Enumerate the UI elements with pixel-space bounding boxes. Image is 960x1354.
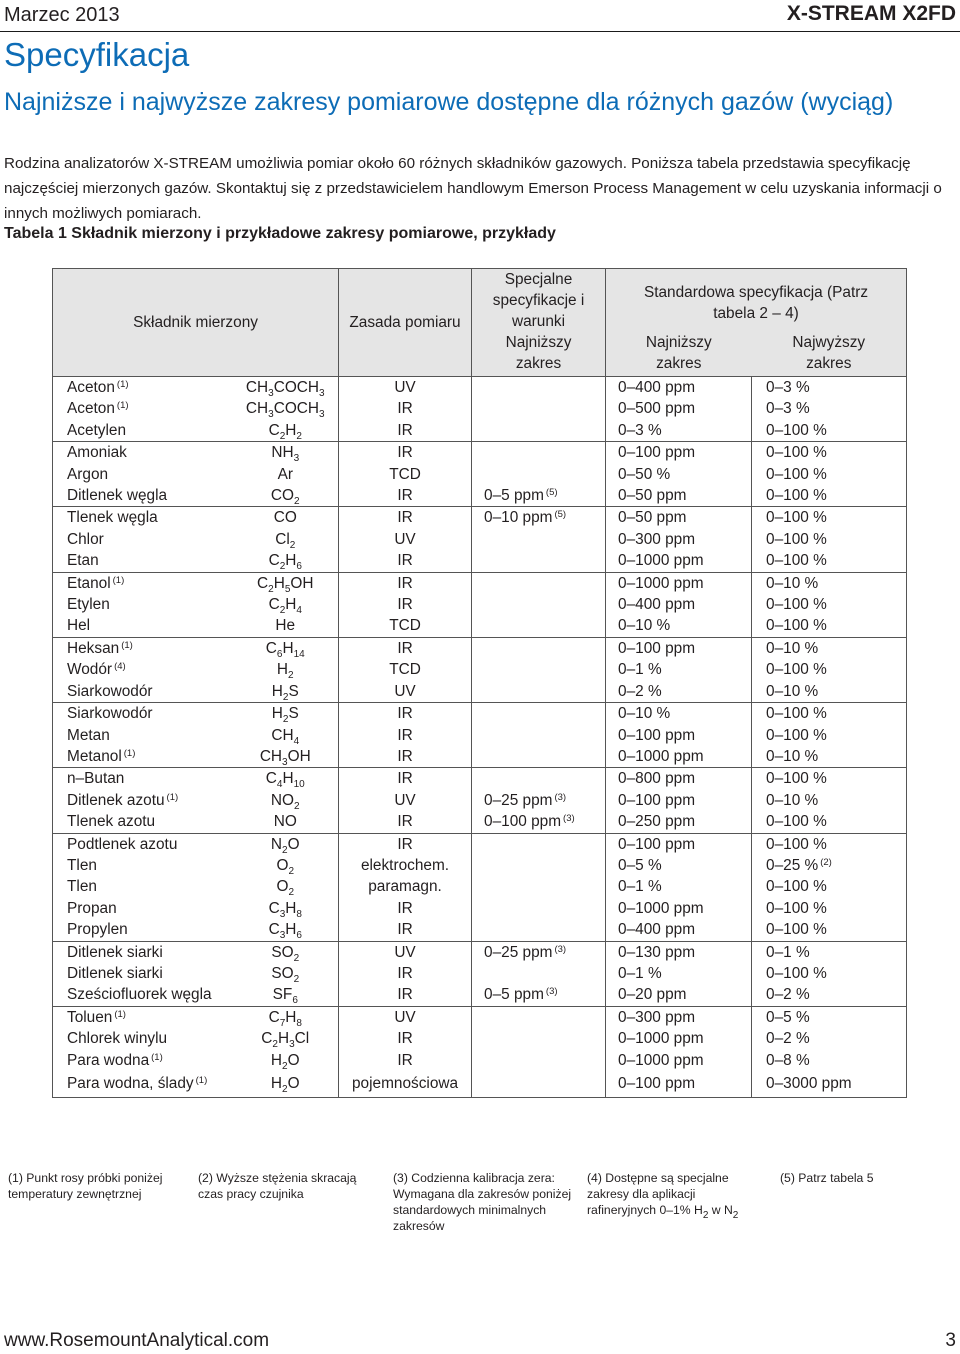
table-row bbox=[53, 529, 907, 550]
spec-table-body bbox=[53, 377, 907, 1098]
measuring-principle: IR bbox=[339, 550, 472, 572]
standard-highest-range: 0–2 % bbox=[752, 1028, 907, 1049]
standard-highest-range: 0–2 % bbox=[752, 984, 907, 1006]
component-name: Etylen bbox=[53, 594, 233, 615]
component-name: Tlen bbox=[53, 855, 233, 876]
table-row bbox=[53, 377, 907, 399]
standard-lowest-range: 0–300 ppm bbox=[606, 1006, 752, 1028]
table-row bbox=[53, 615, 907, 637]
special-lowest-range: 0–25 ppm $^{(3)}$ bbox=[472, 790, 606, 811]
table-row bbox=[53, 1050, 907, 1071]
chemical-formula: He bbox=[233, 615, 339, 637]
chemical-formula: $H_2$ bbox=[233, 659, 339, 680]
chemical-formula: $N_2O$ bbox=[233, 833, 339, 855]
component-name: Ditlenek siarki bbox=[53, 963, 233, 984]
component-name: Argon bbox=[53, 464, 233, 485]
special-lowest-range bbox=[472, 420, 606, 442]
measuring-principle: TCD bbox=[339, 464, 472, 485]
measuring-principle: UV bbox=[339, 790, 472, 811]
chemical-formula: $C_2H_4$ bbox=[233, 594, 339, 615]
special-lowest-range: 0–5 ppm $^{(3)}$ bbox=[472, 984, 606, 1006]
special-lowest-range bbox=[472, 963, 606, 984]
header-date: Marzec 2013 bbox=[4, 4, 120, 26]
component-name: Ditlenek siarki bbox=[53, 941, 233, 963]
standard-lowest-range: 0–5 % bbox=[606, 855, 752, 876]
special-lowest-range bbox=[472, 919, 606, 941]
standard-highest-range: 0–100 % bbox=[752, 876, 907, 897]
standard-highest-range: 0–100 % bbox=[752, 963, 907, 984]
standard-highest-range: 0–100 % bbox=[752, 919, 907, 941]
footnote-4 bbox=[587, 1170, 767, 1221]
table-row bbox=[53, 855, 907, 876]
special-lowest-range bbox=[472, 725, 606, 746]
table-row bbox=[53, 790, 907, 811]
chemical-formula: $C_6H_{14}$ bbox=[233, 637, 339, 659]
chemical-formula: Ar bbox=[233, 464, 339, 485]
component-name: Wodór $^{(4)}$ bbox=[53, 659, 233, 680]
component-name: Aceton $^{(1)}$ bbox=[53, 398, 233, 419]
component-name: Propylen bbox=[53, 919, 233, 941]
chemical-formula: $H_2O$ bbox=[233, 1050, 339, 1071]
table-row bbox=[53, 420, 907, 442]
standard-lowest-range: 0–10 % bbox=[606, 703, 752, 725]
special-lowest-range: 0–10 ppm $^{(5)}$ bbox=[472, 507, 606, 529]
measuring-principle: IR bbox=[339, 811, 472, 833]
special-lowest-range bbox=[472, 681, 606, 703]
measuring-principle: IR bbox=[339, 703, 472, 725]
chemical-formula: $CH_3OH$ bbox=[233, 746, 339, 768]
header-std-high: Najwyższy zakres bbox=[752, 332, 907, 377]
special-lowest-range bbox=[472, 768, 606, 790]
component-name: Siarkowodór bbox=[53, 703, 233, 725]
standard-lowest-range: 0–400 ppm bbox=[606, 919, 752, 941]
measuring-principle: IR bbox=[339, 746, 472, 768]
standard-lowest-range: 0–10 % bbox=[606, 615, 752, 637]
standard-lowest-range: 0–1000 ppm bbox=[606, 898, 752, 919]
standard-lowest-range: 0–20 ppm bbox=[606, 984, 752, 1006]
standard-lowest-range: 0–1000 ppm bbox=[606, 1028, 752, 1049]
chemical-formula: $CH_3COCH_3$ bbox=[233, 377, 339, 399]
component-name: Ditlenek węgla bbox=[53, 485, 233, 507]
measuring-principle: IR bbox=[339, 398, 472, 419]
component-name: Etan bbox=[53, 550, 233, 572]
table-row bbox=[53, 876, 907, 897]
standard-highest-range: 0–100 % bbox=[752, 725, 907, 746]
measuring-principle: IR bbox=[339, 442, 472, 464]
special-lowest-range bbox=[472, 1028, 606, 1049]
component-name: n–Butan bbox=[53, 768, 233, 790]
special-lowest-range bbox=[472, 659, 606, 680]
chemical-formula: $NO_2$ bbox=[233, 790, 339, 811]
component-name: Chlor bbox=[53, 529, 233, 550]
special-lowest-range: 0–5 ppm $^{(5)}$ bbox=[472, 485, 606, 507]
header-divider bbox=[0, 31, 960, 32]
standard-highest-range: 0–10 % bbox=[752, 790, 907, 811]
table-row bbox=[53, 681, 907, 703]
measuring-principle: UV bbox=[339, 529, 472, 550]
component-name: Tlenek węgla bbox=[53, 507, 233, 529]
component-name: Para wodna $^{(1)}$ bbox=[53, 1050, 233, 1071]
standard-highest-range: 0–100 % bbox=[752, 594, 907, 615]
footnote-2-text: Wyższe stężenia skracają czas pracy czujnika bbox=[198, 1171, 357, 1201]
measuring-principle: IR bbox=[339, 485, 472, 507]
measuring-principle: elektrochem. bbox=[339, 855, 472, 876]
table-caption: Tabela 1 Składnik mierzony i przykładowe zakresy pomiarowe, przykłady bbox=[4, 225, 556, 242]
special-lowest-range bbox=[472, 703, 606, 725]
measuring-principle: IR bbox=[339, 1050, 472, 1071]
page-title: Specyfikacja bbox=[4, 36, 190, 73]
footnote-5-id: (5) bbox=[780, 1171, 795, 1185]
standard-highest-range: 0–1 % bbox=[752, 941, 907, 963]
measuring-principle: UV bbox=[339, 377, 472, 399]
standard-highest-range: 0–3000 ppm bbox=[752, 1071, 907, 1098]
chemical-formula: $CO_2$ bbox=[233, 485, 339, 507]
component-name: Amoniak bbox=[53, 442, 233, 464]
measuring-principle: IR bbox=[339, 1028, 472, 1049]
component-name: Siarkowodór bbox=[53, 681, 233, 703]
chemical-formula: $C_3H_6$ bbox=[233, 919, 339, 941]
special-lowest-range bbox=[472, 594, 606, 615]
standard-highest-range: 0–100 % bbox=[752, 550, 907, 572]
measuring-principle: IR bbox=[339, 919, 472, 941]
chemical-formula: NO bbox=[233, 811, 339, 833]
page-subtitle: Najniższe i najwyższe zakresy pomiarowe dostępne dla różnych gazów (wyciąg) bbox=[4, 88, 894, 116]
header-special-low: Najniższy zakres bbox=[472, 332, 606, 377]
footer-url[interactable]: www.RosemountAnalytical.com bbox=[4, 1330, 270, 1351]
intro-paragraph: Rodzina analizatorów X-STREAM umożliwia pomiar około 60 różnych składników gazowych. Poniższa tabela przedstawia specyfikację najczęściej mierzonych gazów. Skontaktuj się z przedstawicielem handlowym Emerson Process Management w celu uzyskania informacji o innych możliwych pomiarach. bbox=[4, 155, 942, 222]
measuring-principle: IR bbox=[339, 594, 472, 615]
standard-highest-range: 0–10 % bbox=[752, 637, 907, 659]
header-standard: Standardowa specyfikacja (Patrz tabela 2 – 4) bbox=[606, 269, 907, 333]
chemical-formula: $C_2H_5OH$ bbox=[233, 572, 339, 594]
standard-highest-range: 0–100 % bbox=[752, 768, 907, 790]
table-row bbox=[53, 746, 907, 768]
special-lowest-range bbox=[472, 833, 606, 855]
table-row bbox=[53, 442, 907, 464]
component-name: Tlen bbox=[53, 876, 233, 897]
standard-lowest-range: 0–1000 ppm bbox=[606, 746, 752, 768]
standard-lowest-range: 0–100 ppm bbox=[606, 790, 752, 811]
standard-highest-range: 0–3 % bbox=[752, 377, 907, 399]
chemical-formula: $C_7H_8$ bbox=[233, 1006, 339, 1028]
chemical-formula: $SO_2$ bbox=[233, 941, 339, 963]
standard-lowest-range: 0–1000 ppm bbox=[606, 572, 752, 594]
standard-lowest-range: 0–50 % bbox=[606, 464, 752, 485]
chemical-formula: $O_2$ bbox=[233, 876, 339, 897]
standard-lowest-range: 0–800 ppm bbox=[606, 768, 752, 790]
footnote-2-id: (2) bbox=[198, 1171, 213, 1185]
measuring-principle: IR bbox=[339, 725, 472, 746]
footnote-4-text: Dostępne są specjalne zakresy dla aplikacji rafineryjnych 0–1% $H_2$ w $N_2$ bbox=[587, 1171, 739, 1221]
chemical-formula: $Cl_2$ bbox=[233, 529, 339, 550]
chemical-formula: $CH_3COCH_3$ bbox=[233, 398, 339, 419]
measuring-principle: UV bbox=[339, 941, 472, 963]
component-name: Toluen $^{(1)}$ bbox=[53, 1006, 233, 1028]
standard-highest-range: 0–25 % $^{(2)}$ bbox=[752, 855, 907, 876]
header-component: Składnik mierzony bbox=[53, 269, 339, 377]
measuring-principle: UV bbox=[339, 1006, 472, 1028]
header-principle: Zasada pomiaru bbox=[339, 269, 472, 377]
special-lowest-range bbox=[472, 572, 606, 594]
page-number: 3 bbox=[945, 1330, 956, 1351]
table-row bbox=[53, 898, 907, 919]
standard-lowest-range: 0–1 % bbox=[606, 963, 752, 984]
footnote-1-id: (1) bbox=[8, 1171, 23, 1185]
standard-lowest-range: 0–500 ppm bbox=[606, 398, 752, 419]
standard-lowest-range: 0–100 ppm bbox=[606, 725, 752, 746]
chemical-formula: $SO_2$ bbox=[233, 963, 339, 984]
special-lowest-range bbox=[472, 898, 606, 919]
table-row bbox=[53, 963, 907, 984]
component-name: Podtlenek azotu bbox=[53, 833, 233, 855]
chemical-formula: $H_2S$ bbox=[233, 681, 339, 703]
standard-highest-range: 0–100 % bbox=[752, 659, 907, 680]
standard-lowest-range: 0–50 ppm bbox=[606, 485, 752, 507]
measuring-principle: IR bbox=[339, 963, 472, 984]
special-lowest-range bbox=[472, 442, 606, 464]
standard-lowest-range: 0–100 ppm bbox=[606, 637, 752, 659]
header-product: X-STREAM X2FD bbox=[786, 2, 956, 25]
footnote-5-text: Patrz tabela 5 bbox=[798, 1171, 874, 1185]
standard-lowest-range: 0–1 % bbox=[606, 659, 752, 680]
standard-highest-range: 0–10 % bbox=[752, 746, 907, 768]
standard-highest-range: 0–100 % bbox=[752, 485, 907, 507]
table-row bbox=[53, 1071, 907, 1098]
standard-highest-range: 0–10 % bbox=[752, 572, 907, 594]
standard-highest-range: 0–100 % bbox=[752, 703, 907, 725]
component-name: Acetylen bbox=[53, 420, 233, 442]
chemical-formula: $C_3H_8$ bbox=[233, 898, 339, 919]
spec-table bbox=[52, 268, 907, 1098]
table-row bbox=[53, 984, 907, 1006]
special-lowest-range bbox=[472, 550, 606, 572]
header-special: Specjalne specyfikacje i warunki bbox=[472, 269, 606, 333]
measuring-principle: IR bbox=[339, 572, 472, 594]
measuring-principle: TCD bbox=[339, 659, 472, 680]
table-row bbox=[53, 833, 907, 855]
component-name: Propan bbox=[53, 898, 233, 919]
component-name: Hel bbox=[53, 615, 233, 637]
standard-lowest-range: 0–100 ppm bbox=[606, 1071, 752, 1098]
table-row bbox=[53, 507, 907, 529]
table-row bbox=[53, 1028, 907, 1049]
standard-highest-range: 0–100 % bbox=[752, 833, 907, 855]
standard-lowest-range: 0–130 ppm bbox=[606, 941, 752, 963]
footnote-1-text: Punkt rosy próbki poniżej temperatury zewnętrznej bbox=[8, 1171, 163, 1201]
special-lowest-range bbox=[472, 637, 606, 659]
chemical-formula: CO bbox=[233, 507, 339, 529]
table-row bbox=[53, 464, 907, 485]
component-name: Metanol $^{(1)}$ bbox=[53, 746, 233, 768]
footnote-5 bbox=[780, 1170, 950, 1186]
standard-lowest-range: 0–300 ppm bbox=[606, 529, 752, 550]
component-name: Heksan $^{(1)}$ bbox=[53, 637, 233, 659]
measuring-principle: IR bbox=[339, 768, 472, 790]
measuring-principle: IR bbox=[339, 420, 472, 442]
standard-highest-range: 0–100 % bbox=[752, 615, 907, 637]
standard-lowest-range: 0–50 ppm bbox=[606, 507, 752, 529]
component-name: Aceton $^{(1)}$ bbox=[53, 377, 233, 399]
chemical-formula: $NH_3$ bbox=[233, 442, 339, 464]
special-lowest-range bbox=[472, 876, 606, 897]
standard-lowest-range: 0–100 ppm bbox=[606, 442, 752, 464]
standard-lowest-range: 0–1000 ppm bbox=[606, 550, 752, 572]
measuring-principle: paramagn. bbox=[339, 876, 472, 897]
chemical-formula: $CH_4$ bbox=[233, 725, 339, 746]
table-row bbox=[53, 659, 907, 680]
component-name: Ditlenek azotu $^{(1)}$ bbox=[53, 790, 233, 811]
chemical-formula: $H_2O$ bbox=[233, 1071, 339, 1098]
standard-lowest-range: 0–250 ppm bbox=[606, 811, 752, 833]
special-lowest-range bbox=[472, 529, 606, 550]
component-name: Para wodna, ślady $^{(1)}$ bbox=[53, 1071, 233, 1098]
table-row bbox=[53, 398, 907, 419]
chemical-formula: $SF_6$ bbox=[233, 984, 339, 1006]
table-row bbox=[53, 725, 907, 746]
special-lowest-range bbox=[472, 1006, 606, 1028]
measuring-principle: TCD bbox=[339, 615, 472, 637]
table-row bbox=[53, 811, 907, 833]
table-row bbox=[53, 1006, 907, 1028]
special-lowest-range bbox=[472, 377, 606, 399]
component-name: Tlenek azotu bbox=[53, 811, 233, 833]
special-lowest-range bbox=[472, 746, 606, 768]
special-lowest-range bbox=[472, 1050, 606, 1071]
chemical-formula: $O_2$ bbox=[233, 855, 339, 876]
footnote-3-id: (3) bbox=[393, 1171, 408, 1185]
measuring-principle: IR bbox=[339, 637, 472, 659]
table-row bbox=[53, 941, 907, 963]
standard-lowest-range: 0–1000 ppm bbox=[606, 1050, 752, 1071]
special-lowest-range: 0–100 ppm $^{(3)}$ bbox=[472, 811, 606, 833]
measuring-principle: IR bbox=[339, 507, 472, 529]
standard-lowest-range: 0–1 % bbox=[606, 876, 752, 897]
standard-lowest-range: 0–100 ppm bbox=[606, 833, 752, 855]
chemical-formula: $C_2H_3Cl$ bbox=[233, 1028, 339, 1049]
standard-highest-range: 0–100 % bbox=[752, 420, 907, 442]
standard-highest-range: 0–100 % bbox=[752, 811, 907, 833]
footnote-3 bbox=[393, 1170, 578, 1234]
special-lowest-range: 0–25 ppm $^{(3)}$ bbox=[472, 941, 606, 963]
component-name: Metan bbox=[53, 725, 233, 746]
component-name: Chlorek winylu bbox=[53, 1028, 233, 1049]
measuring-principle: IR bbox=[339, 898, 472, 919]
standard-highest-range: 0–100 % bbox=[752, 442, 907, 464]
standard-highest-range: 0–100 % bbox=[752, 507, 907, 529]
footnote-3-text: Codzienna kalibracja zera: Wymagana dla zakresów poniżej standardowych minimalnych zakresów bbox=[393, 1171, 572, 1233]
standard-lowest-range: 0–400 ppm bbox=[606, 594, 752, 615]
special-lowest-range bbox=[472, 464, 606, 485]
special-lowest-range bbox=[472, 1071, 606, 1098]
footnote-4-id: (4) bbox=[587, 1171, 602, 1185]
standard-highest-range: 0–100 % bbox=[752, 898, 907, 919]
standard-highest-range: 0–5 % bbox=[752, 1006, 907, 1028]
standard-highest-range: 0–100 % bbox=[752, 464, 907, 485]
standard-highest-range: 0–100 % bbox=[752, 529, 907, 550]
footnote-1 bbox=[8, 1170, 193, 1202]
chemical-formula: $C_2H_2$ bbox=[233, 420, 339, 442]
measuring-principle: IR bbox=[339, 833, 472, 855]
measuring-principle: UV bbox=[339, 681, 472, 703]
header-std-low: Najniższy zakres bbox=[606, 332, 752, 377]
table-row bbox=[53, 919, 907, 941]
chemical-formula: $C_4H_{10}$ bbox=[233, 768, 339, 790]
standard-highest-range: 0–3 % bbox=[752, 398, 907, 419]
special-lowest-range bbox=[472, 398, 606, 419]
table-row bbox=[53, 572, 907, 594]
table-row bbox=[53, 550, 907, 572]
standard-highest-range: 0–10 % bbox=[752, 681, 907, 703]
standard-lowest-range: 0–400 ppm bbox=[606, 377, 752, 399]
table-row bbox=[53, 768, 907, 790]
measuring-principle: pojemnościowa bbox=[339, 1071, 472, 1098]
chemical-formula: $C_2H_6$ bbox=[233, 550, 339, 572]
table-row bbox=[53, 637, 907, 659]
special-lowest-range bbox=[472, 855, 606, 876]
special-lowest-range bbox=[472, 615, 606, 637]
standard-lowest-range: 0–3 % bbox=[606, 420, 752, 442]
table-row bbox=[53, 485, 907, 507]
table-row bbox=[53, 594, 907, 615]
measuring-principle: IR bbox=[339, 984, 472, 1006]
standard-lowest-range: 0–2 % bbox=[606, 681, 752, 703]
standard-highest-range: 0–8 % bbox=[752, 1050, 907, 1071]
component-name: Sześciofluorek węgla bbox=[53, 984, 233, 1006]
chemical-formula: $H_2S$ bbox=[233, 703, 339, 725]
footnote-2 bbox=[198, 1170, 373, 1202]
component-name: Etanol $^{(1)}$ bbox=[53, 572, 233, 594]
table-row bbox=[53, 703, 907, 725]
